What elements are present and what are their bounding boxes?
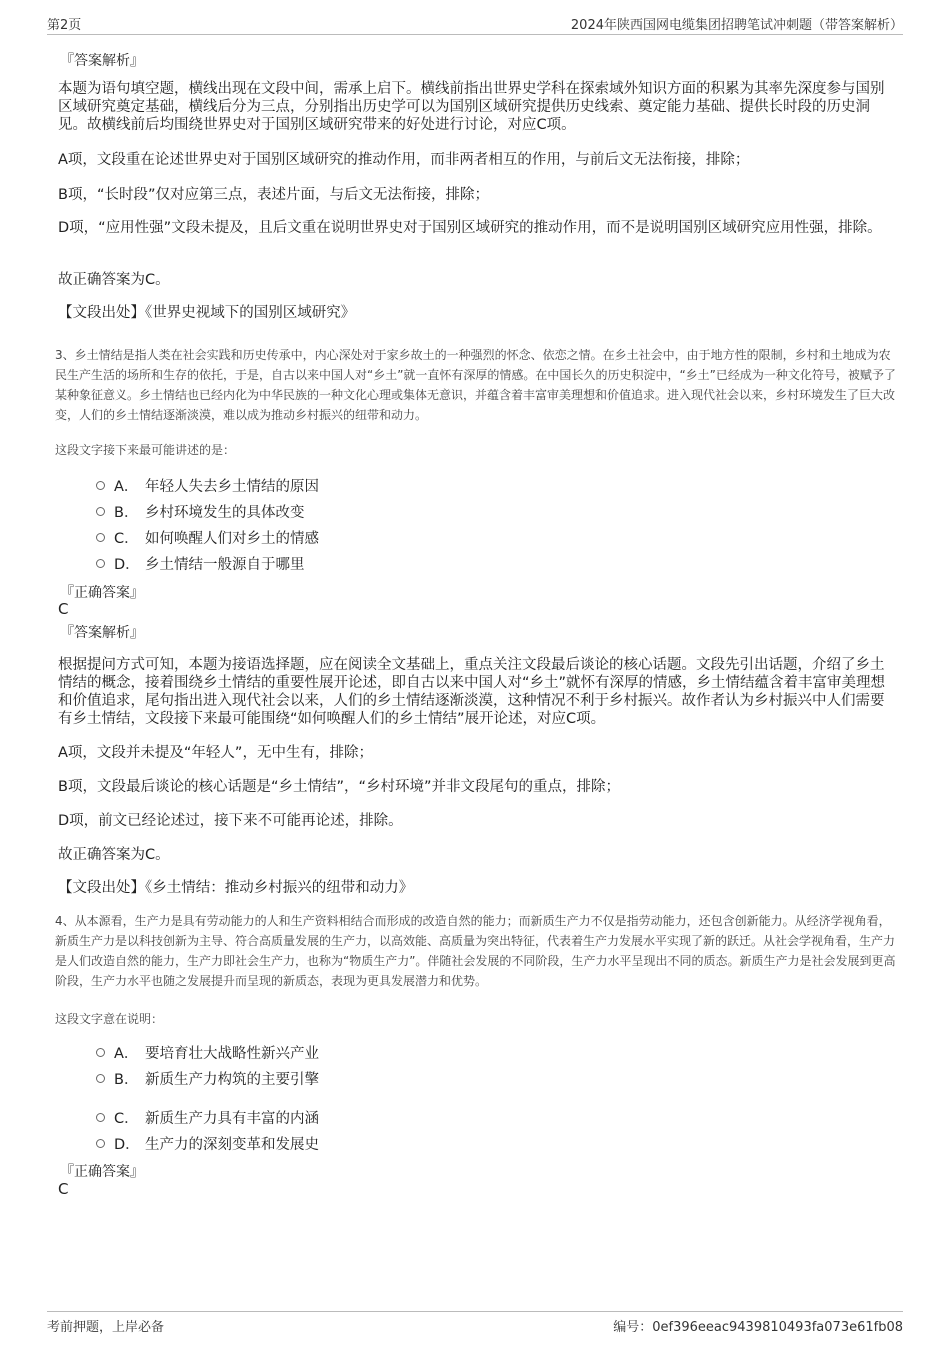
source-citation: 【文段出处】《乡土情结：推动乡村振兴的纽带和动力》	[58, 880, 414, 896]
conclusion: 故正确答案为C。	[58, 847, 170, 863]
radio-icon[interactable]	[96, 559, 105, 568]
analysis-label: 『答案解析』	[60, 53, 144, 69]
radio-icon[interactable]	[96, 1074, 105, 1083]
document-id: 编号：0ef396eeac9439810493fa073e61fb08	[613, 1320, 903, 1335]
correct-answer: C	[58, 1180, 69, 1198]
radio-icon[interactable]	[96, 533, 105, 542]
analysis-text: 本题为语句填空题，横线出现在文段中间，需承上启下。横线前指出世界史学科在探索域外知识方面的积累为其率先深度参与国别区域研究奠定基础，横线后分为三点，分别指出历史学可以为国别区域研究提供历史线索、奠定能力基础、提供长时段的历史洞见。故横线前后均围绕世界史对于国别区域研究带来的好处进行讨论，对应C项。	[58, 81, 885, 133]
question-4-prompt: 这段文字意在说明：	[55, 1012, 164, 1026]
radio-icon[interactable]	[96, 1139, 105, 1148]
radio-icon[interactable]	[96, 481, 105, 490]
option-d-analysis: D项，“应用性强”文段未提及，且后文重在说明世界史对于国别区域研究的推动作用，而不是说明国别区域研究应用性强，排除。	[58, 220, 882, 236]
question-3-prompt: 这段文字接下来最可能讲述的是：	[55, 443, 236, 457]
page-footer	[47, 1311, 903, 1336]
page-number: 第2页	[47, 18, 82, 33]
option-d-analysis: D项，前文已经论述过，接下来不可能再论述，排除。	[58, 813, 403, 829]
option-a-analysis: A项，文段并未提及“年轻人”，无中生有，排除；	[58, 745, 373, 761]
correct-answer: C	[58, 600, 69, 618]
document-title: 2024年陕西国网电缆集团招聘笔试冲刺题（带答案解析）	[570, 18, 903, 33]
page-header	[47, 12, 903, 35]
radio-icon[interactable]	[96, 1048, 105, 1057]
correct-answer-label: 『正确答案』	[60, 1164, 144, 1180]
footer-slogan: 考前押题，上岸必备	[47, 1320, 165, 1335]
correct-answer-label: 『正确答案』	[60, 585, 144, 601]
analysis-label: 『答案解析』	[60, 625, 144, 641]
option-b-analysis: B项，文段最后谈论的核心话题是“乡土情结”，“乡村环境”并非文段尾句的重点，排除；	[58, 779, 620, 795]
radio-icon[interactable]	[96, 1113, 105, 1122]
conclusion: 故正确答案为C。	[58, 272, 170, 288]
question-4-stem: 4、从本源看，生产力是具有劳动能力的人和生产资料相结合而形成的改造自然的能力；而新质生产力不仅是指劳动能力，还包含创新能力。从经济学视角看，新质生产力是以科技创新为主导、符合高质量发展的生产力，以高效能、高质量为突出特征，代表着生产力发展水平实现了新的跃迁。从社会学视角看，生产力是人们改造自然的能力，生产力即社会生产力，也称为“物质生产力”。伴随社会发展的不同阶段，生产力水平呈现出不同的质态。新质生产力是社会发展到更高阶段，生产力水平也随之发展提升而呈现的新质态，表现为更具发展潜力和优势。	[55, 914, 896, 988]
option-b-analysis: B项，“长时段”仅对应第三点，表述片面，与后文无法衔接，排除；	[58, 187, 489, 203]
source-citation: 【文段出处】《世界史视域下的国别区域研究》	[58, 305, 356, 321]
option-a-analysis: A项，文段重在论述世界史对于国别区域研究的推动作用，而非两者相互的作用，与前后文无法衔接，排除；	[58, 152, 750, 168]
analysis-text: 根据提问方式可知，本题为接语选择题，应在阅读全文基础上，重点关注文段最后谈论的核心话题。文段先引出话题，介绍了乡土情结的概念，接着围绕乡土情结的重要性展开论述，即自古以来中国人对“乡土”就怀有深厚的情感，乡土情结蕴含着丰富审美理想和价值追求，尾句指出进入现代社会以来，人们的乡土情结逐渐淡漠，这种情况不利于乡村振兴。故作者认为乡村振兴中人们需要有乡土情结，文段接下来最可能围绕“如何唤醒人们的乡土情结”展开论述，对应C项。	[58, 657, 886, 727]
radio-icon[interactable]	[96, 507, 105, 516]
question-3-stem: 3、乡土情结是指人类在社会实践和历史传承中，内心深处对于家乡故土的一种强烈的怀念、依恋之情。在乡土社会中，由于地方性的限制，乡村和土地成为农民生产生活的场所和生存的依托，于是，自古以来中国人对“乡土”就一直怀有深厚的情感。在中国长久的历史积淀中，“乡土”已经成为一种文化符号，被赋予了某种象征意义。乡土情结也已经内化为中华民族的一种文化心理或集体无意识，并蕴含着丰富审美理想和价值追求。进入现代社会以来，乡村环境发生了巨大改变，人们的乡土情结逐渐淡漠，难以成为推动乡村振兴的纽带和动力。	[55, 348, 896, 422]
